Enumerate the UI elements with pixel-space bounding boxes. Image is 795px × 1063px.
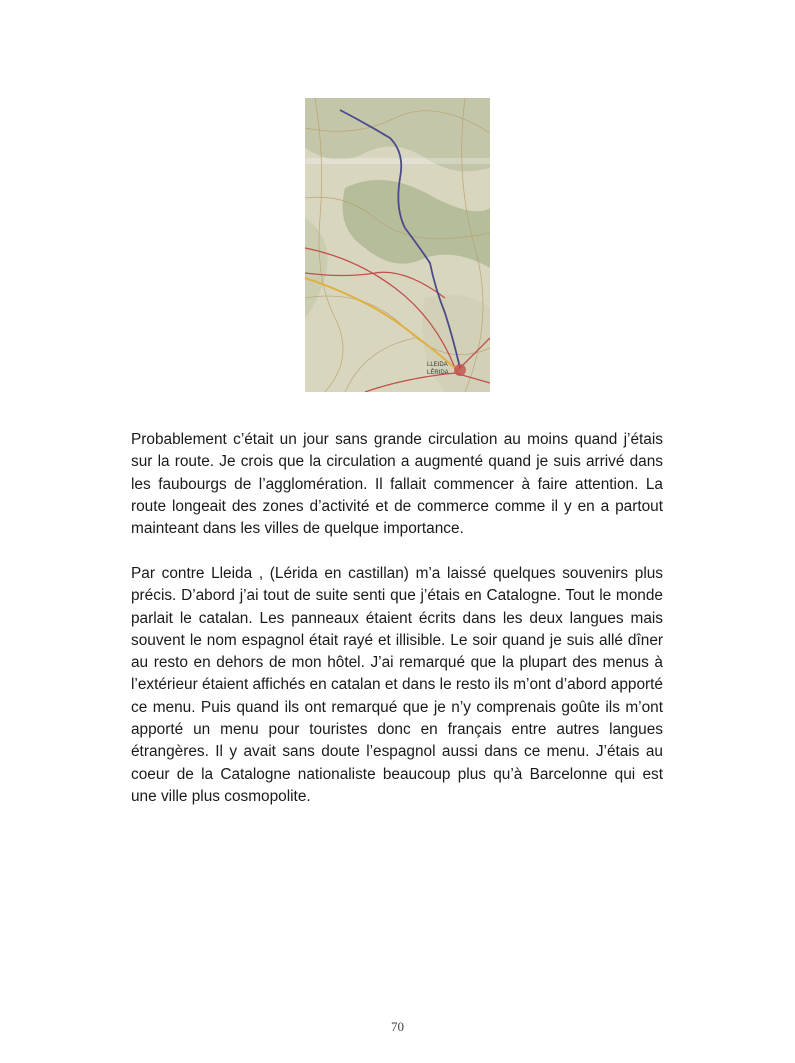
road-map bbox=[305, 98, 490, 392]
map-label-lleida: LLEIDA bbox=[427, 362, 448, 368]
paragraph-2: Par contre Lleida , (Lérida en castillan) m’a laissé quelques souvenirs plus précis. D’abord j’ai tout de suite senti que j’étais en Catalogne. Tout le monde parlait le catalan. Les panneaux étaient écrits dans les deux langues mais souvent le nom espagnol était rayé et illisible. Le soir quand je suis allé dîner au resto en dehors de mon hôtel. J’ai remarqué que la plupart des menus à l’extérieur étaient affichés en catalan et dans le resto ils m’ont d’abord apporté ce menu. Puis quand ils ont remarqué que je n’y comprenais goûte ils m’ont apporté un menu pour touristes donc en français entre autres langues étrangères. Il y avait sans doute l’espagnol aussi dans ce menu. J’étais au coeur de la Catalogne nationaliste beaucoup plus qu’à Barcelonne qui est une ville plus cosmopolite. bbox=[131, 565, 663, 805]
page-number: 70 bbox=[391, 1019, 404, 1034]
paragraph-1: Probablement c’était un jour sans grande circulation au moins quand j’étais sur la route. Je crois que la circulation a augmenté quand je suis arrivé dans les faubourgs de l’agglomération. Il fallait commencer à faire attention. La route longeait des zones d’activité et de commerce comme il y en a partout mainteant dans les villes de quelque importance. bbox=[131, 431, 663, 538]
route-map-image bbox=[305, 98, 490, 392]
map-label-lerida: LÉRIDA bbox=[427, 370, 449, 376]
